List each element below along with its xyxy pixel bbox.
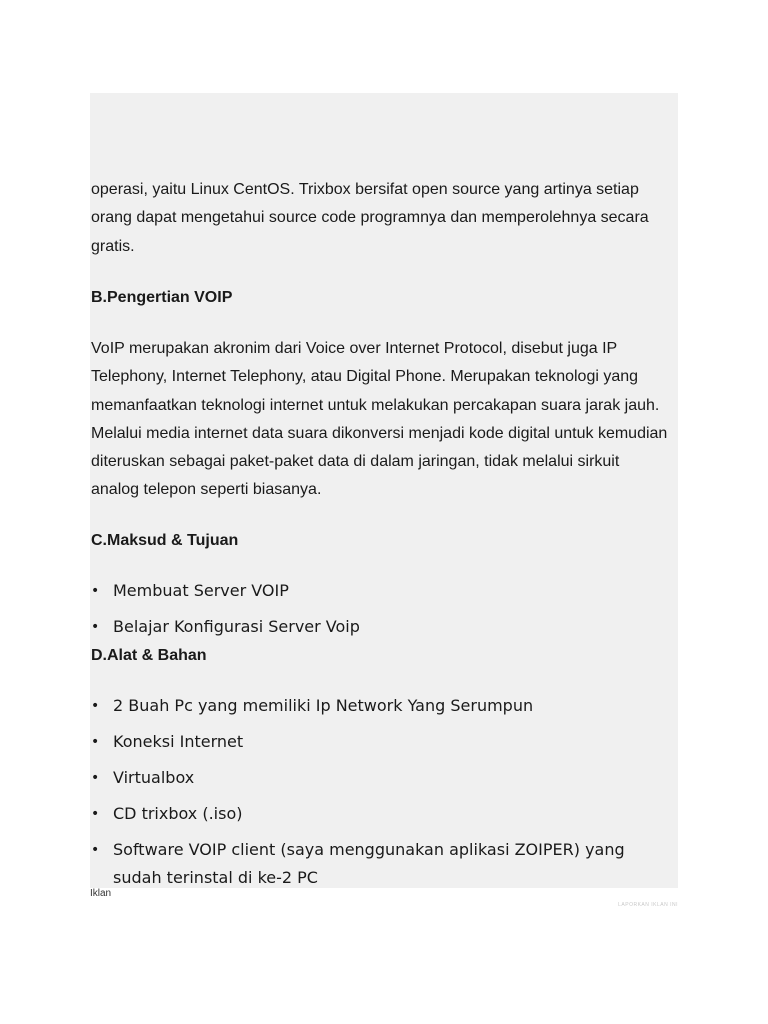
section-d-heading: D.Alat & Bahan	[91, 647, 207, 664]
list-item: • CD trixbox (.iso)	[91, 800, 671, 828]
section-c-list	[91, 577, 671, 649]
section-b-paragraph: VoIP merupakan akronim dari Voice over Internet Protocol, disebut juga IP Telephony, Internet Telephony, atau Digital Phone. Merupakan teknologi yang memanfaatkan teknologi internet untuk melakukan percakapan suara jarak jauh. Melalui media internet data suara dikonversi menjadi kode digital untuk kemudian diteruskan sebagai paket-paket data di dalam jaringan, tidak melalui sirkuit analog telepon seperti biasanya.	[91, 340, 668, 499]
list-item: • 2 Buah Pc yang memiliki Ip Network Yang Serumpun	[91, 692, 671, 720]
section-b-heading: B.Pengertian VOIP	[91, 289, 233, 306]
list-item: • Software VOIP client (saya menggunakan aplikasi ZOIPER) yang sudah terinstal di ke-2 PC	[91, 836, 671, 892]
section-c-heading: C.Maksud & Tujuan	[91, 532, 239, 549]
list-item: • Koneksi Internet	[91, 728, 671, 756]
ad-label: Iklan	[90, 888, 112, 899]
section-d-list	[91, 692, 671, 900]
list-item: • Belajar Konfigurasi Server Voip	[91, 613, 671, 641]
list-item: • Virtualbox	[91, 764, 671, 792]
report-ad-link[interactable]: LAPORKAN IKLAN INI	[618, 902, 678, 908]
intro-paragraph: operasi, yaitu Linux CentOS. Trixbox bersifat open source yang artinya setiap orang dapat mengetahui source code programnya dan memperolehnya secara gratis.	[91, 181, 649, 255]
list-item: • Membuat Server VOIP	[91, 577, 671, 605]
